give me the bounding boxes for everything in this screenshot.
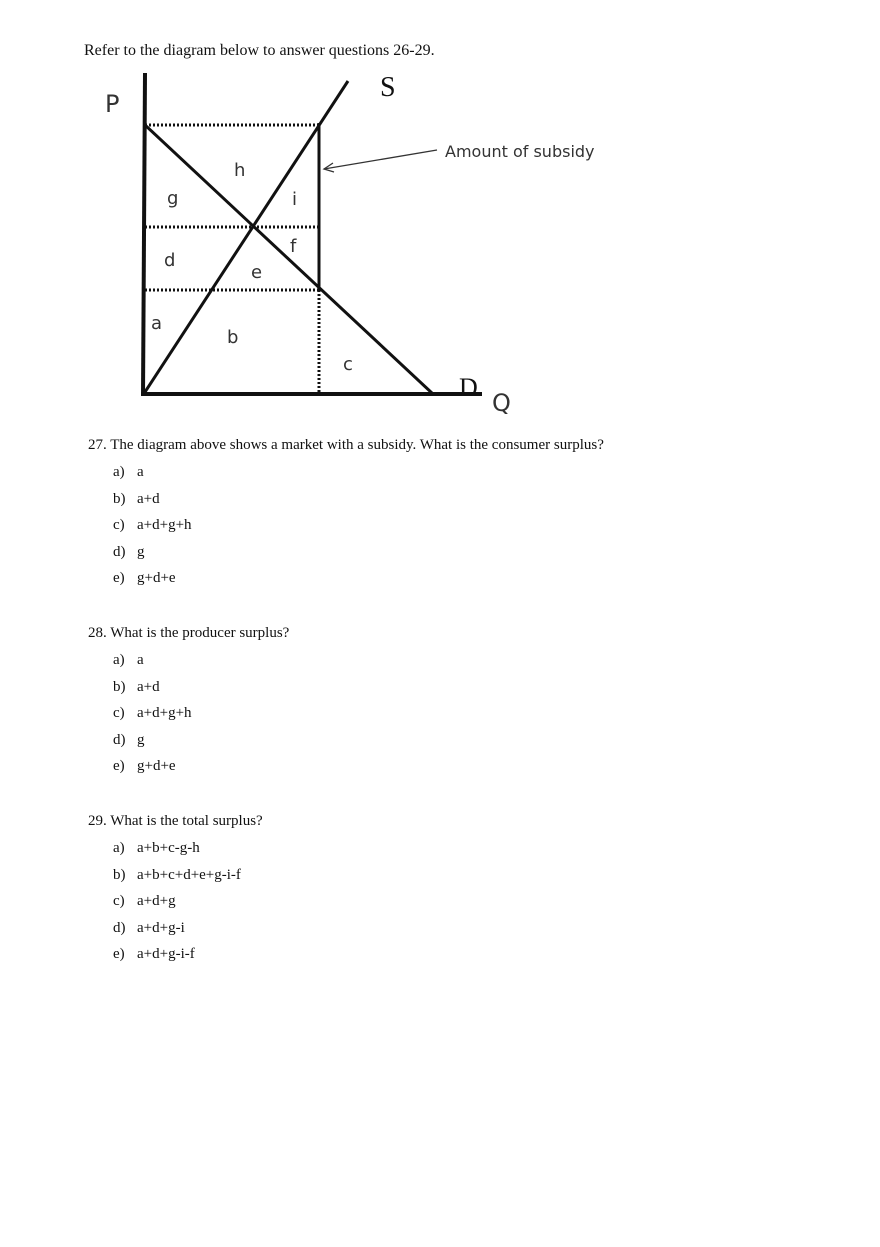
option-letter: d) — [113, 731, 126, 748]
option-letter: c) — [113, 705, 125, 721]
option-text: a+d+g+h — [137, 705, 192, 721]
question-text: 28. What is the producer surplus? — [88, 625, 290, 641]
subsidy-annotation: Amount of subsidy — [445, 142, 595, 161]
option-letter: b) — [113, 490, 126, 507]
price-axis — [143, 73, 145, 396]
question-27 — [88, 436, 604, 596]
region-label-i: i — [292, 189, 298, 210]
option-text: a+d+g+h — [137, 517, 192, 533]
option-letter: a) — [113, 840, 125, 856]
option-text: a+b+c+d+e+g-i-f — [137, 866, 241, 883]
option-letter: c) — [113, 517, 125, 533]
option-list — [88, 839, 263, 972]
axis-label-q: Q — [492, 389, 511, 417]
option-letter: e) — [113, 758, 125, 774]
question-text: 29. What is the total surplus? — [88, 813, 263, 829]
option-c — [113, 704, 289, 731]
demand-label: D — [459, 373, 478, 402]
demand-curve — [145, 125, 433, 394]
option-letter: b) — [113, 866, 126, 883]
option-letter: d) — [113, 919, 126, 936]
option-text: a — [137, 652, 144, 668]
option-letter: e) — [113, 570, 125, 586]
option-letter: d) — [113, 543, 126, 560]
option-text: a — [137, 464, 144, 480]
option-e — [113, 569, 604, 596]
option-text: g — [137, 543, 145, 560]
option-list — [88, 463, 604, 596]
region-label-f: f — [290, 236, 297, 257]
option-text: a+d+g-i-f — [137, 946, 195, 962]
region-label-b: b — [227, 327, 239, 348]
option-e — [113, 945, 263, 972]
question-text: 27. The diagram above shows a market with a subsidy. What is the consumer surplus? — [88, 437, 604, 453]
region-label-d: d — [164, 250, 176, 271]
option-text: a+d — [137, 678, 160, 695]
option-a — [113, 463, 604, 490]
option-a — [113, 651, 289, 678]
option-text: g+d+e — [137, 570, 176, 586]
subsidy-arrow — [324, 150, 437, 169]
question-28 — [88, 624, 289, 784]
option-text: g+d+e — [137, 758, 176, 774]
option-letter: c) — [113, 893, 125, 909]
option-text: a+b+c-g-h — [137, 840, 200, 856]
option-b — [113, 866, 263, 893]
option-b — [113, 490, 604, 517]
axis-label-p: P — [105, 90, 120, 118]
option-text: g — [137, 731, 145, 748]
option-letter: e) — [113, 946, 125, 962]
region-label-a: a — [151, 313, 163, 334]
option-d — [113, 731, 289, 758]
option-letter: a) — [113, 652, 125, 668]
option-e — [113, 757, 289, 784]
option-c — [113, 892, 263, 919]
region-label-h: h — [234, 160, 246, 181]
subsidy-diagram — [95, 70, 595, 422]
option-d — [113, 919, 263, 946]
option-letter: b) — [113, 678, 126, 695]
supply-label: S — [380, 72, 396, 103]
option-a — [113, 839, 263, 866]
option-c — [113, 516, 604, 543]
region-label-e: e — [251, 262, 263, 283]
option-d — [113, 543, 604, 570]
option-list — [88, 651, 289, 784]
option-text: a+d+g-i — [137, 919, 185, 936]
intro-text: Refer to the diagram below to answer questions 26-29. — [84, 42, 435, 59]
option-b — [113, 678, 289, 705]
region-label-c: c — [343, 354, 353, 375]
region-label-g: g — [167, 188, 179, 209]
option-letter: a) — [113, 464, 125, 480]
question-29 — [88, 812, 263, 972]
option-text: a+d+g — [137, 893, 176, 909]
option-text: a+d — [137, 490, 160, 507]
